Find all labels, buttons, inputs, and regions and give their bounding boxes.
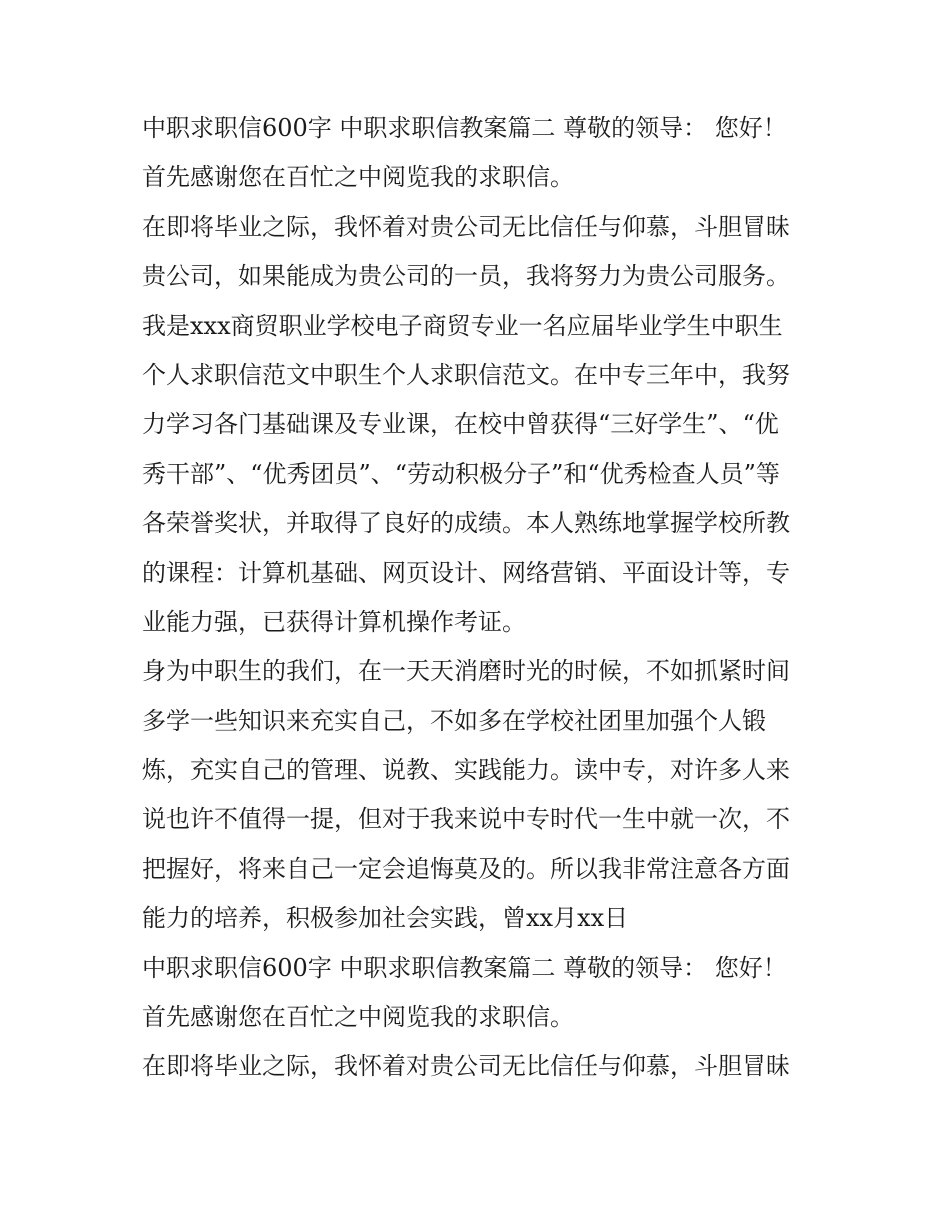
paragraph-intro-repeat xyxy=(142,1042,822,1091)
text-line: 在即将毕业之际，我怀着对贵公司无比信任与仰慕，斗胆冒昧 xyxy=(142,212,790,241)
paragraph-heading xyxy=(142,104,822,153)
text-line: 能力的培养，积极参加社会实践，曾xx月xx日 xyxy=(142,904,629,933)
text-line: 力学习各门基础课及专业课，在校中曾获得“三好学生”、“优 xyxy=(142,410,779,439)
text-line: 业能力强，已获得计算机操作考证。 xyxy=(142,607,526,636)
text-line: 身为中职生的我们，在一天天消磨时光的时候，不如抓紧时间 xyxy=(142,657,790,686)
text-line: 的课程：计算机基础、网页设计、网络营销、平面设计等，专 xyxy=(142,558,790,587)
paragraph-heading-repeat xyxy=(142,944,822,993)
text-line: 炼，充实自己的管理、说教、实践能力。读中专，对许多人来 xyxy=(142,756,790,785)
text-line: 秀干部”、“优秀团员”、“劳动积极分子”和“优秀检查人员”等 xyxy=(142,459,780,488)
text-line: 首先感谢您在百忙之中阅览我的求职信。 xyxy=(142,163,574,192)
text-line: 中职求职信600字 中职求职信教案篇二 尊敬的领导： 您好！ xyxy=(142,953,787,982)
text-line: 说也许不值得一提，但对于我来说中专时代一生中就一次，不 xyxy=(142,805,790,834)
text-line: 多学一些知识来充实自己，不如多在学校社团里加强个人锻 xyxy=(142,706,766,735)
text-line: 首先感谢您在百忙之中阅览我的求职信。 xyxy=(142,1003,574,1032)
text-line: 贵公司，如果能成为贵公司的一员，我将努力为贵公司服务。 xyxy=(142,262,790,291)
paragraph-intro xyxy=(142,203,822,302)
text-line: 中职求职信600字 中职求职信教案篇二 尊敬的领导： 您好！ xyxy=(142,114,787,142)
paragraph-thanks-repeat xyxy=(142,993,822,1042)
text-line: 把握好，将来自己一定会追悔莫及的。所以我非常注意各方面 xyxy=(142,854,790,883)
text-line: 我是xxx商贸职业学校电子商贸专业一名应届毕业学生中职生 xyxy=(142,311,783,340)
paragraph-background xyxy=(142,302,822,648)
document-body xyxy=(142,104,822,1092)
text-line: 在即将毕业之际，我怀着对贵公司无比信任与仰慕，斗胆冒昧 xyxy=(142,1052,790,1081)
paragraph-thanks xyxy=(142,153,822,202)
paragraph-practice xyxy=(142,647,822,943)
text-line: 个人求职信范文中职生个人求职信范文。在中专三年中，我努 xyxy=(142,360,790,389)
text-line: 各荣誉奖状，并取得了良好的成绩。本人熟练地掌握学校所教 xyxy=(142,509,790,538)
